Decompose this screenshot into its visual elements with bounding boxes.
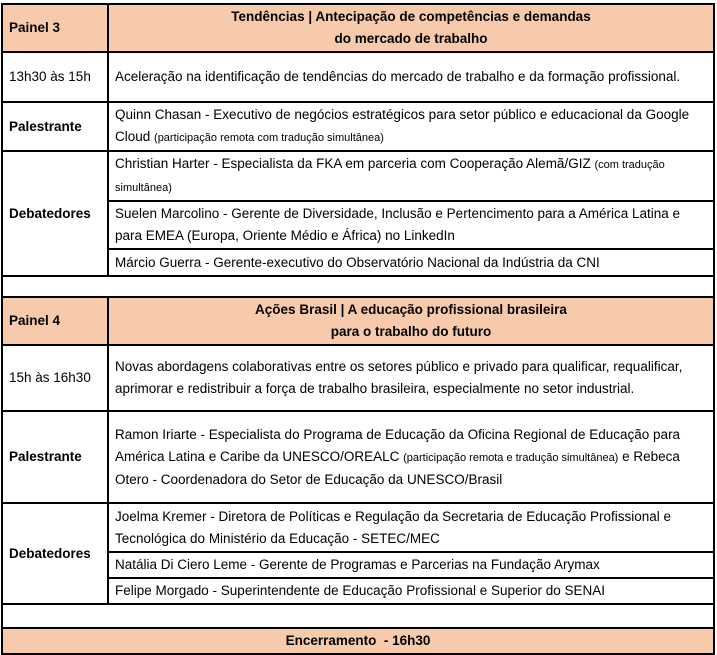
panel4-debater-1: Joelma Kremer - Diretora de Políticas e Regulação da Secretaria de Educação Profissional e Tecnológica do Ministério da Educação - SETEC/MEC [108,503,714,552]
panel3-speaker [108,102,714,151]
panel4-title-line1: Ações Brasil | A educação profissional brasileira [255,302,567,317]
panel4-description: Novas abordagens colaborativas entre os setores público e privado para qualificar, requalificar, aprimorar e redistribuir a força de trabalho brasileira, especialmente no setor industrial. [108,345,714,411]
panel4-time: 15h às 16h30 [2,345,108,411]
panel3-title [108,4,714,52]
panel4-speaker [108,411,714,503]
panel4-debater-3: Felipe Morgado - Superintendente de Educação Profissional e Superior do SENAI [108,578,714,604]
panel3-speaker-row [2,102,714,151]
panel4-debaters-label: Debatedores [2,503,108,604]
panel4-header-row [2,297,714,345]
spacer-row-1 [2,276,714,297]
panel3-debater-row-2 [2,201,714,249]
panel3-label: Painel 3 [2,4,108,52]
panel4-debater-row-1 [2,503,714,552]
panel4-label: Painel 4 [2,297,108,345]
panel3-header-row [2,4,714,52]
panel4-title [108,297,714,345]
spacer-row-2 [2,604,714,628]
schedule-table [1,3,715,655]
panel3-description: Aceleração na identificação de tendências do mercado de trabalho e da formação profissional. [108,52,714,102]
debater-main-text: Christian Harter - Especialista da FKA em parceria com Cooperação Alemã/GIZ [115,156,595,171]
panel4-debater-2: Natália Di Ciero Leme - Gerente de Programas e Parcerias na Fundação Arymax [108,552,714,578]
panel3-debater-row-1 [2,151,714,201]
spacer-cell [2,276,714,297]
speaker-main-text: Quinn Chasan - Executivo de negócios estratégicos para setor público e educacional da Google Cloud [115,107,690,144]
panel4-debater-row-3 [2,578,714,604]
closing-text: Encerramento - 16h30 [2,628,714,654]
speaker-note-text: (participação remota e tradução simultânea) [403,451,619,464]
debater-note-text: (com tradução simultânea) [115,159,665,194]
speaker-main-text: Ramon Iriarte - Especialista do Programa de Educação da Oficina Regional de Educação para América Latina e Caribe da UNESCO/OREALC [115,426,681,464]
panel3-debater-2: Suelen Marcolino - Gerente de Diversidade, Inclusão e Pertencimento para a América Latina e para EMEA (Europa, Oriente Médio e África) no LinkedIn [108,201,714,249]
panel3-title-line1: Tendências | Antecipação de competências e demandas [231,9,591,24]
panel4-speaker-row [2,411,714,503]
panel3-time: 13h30 às 15h [2,52,108,102]
spacer-cell [2,604,714,628]
panel4-speaker-label: Palestrante [2,411,108,503]
speaker-main2-text: e Rebeca Otero - Coordenadora do Setor de Educação da UNESCO/Brasil [115,448,680,487]
panel3-title-line2: do mercado de trabalho [334,31,488,46]
panel3-speaker-label: Palestrante [2,102,108,151]
panel3-time-row [2,52,714,102]
panel4-time-row [2,345,714,411]
panel3-debaters-label: Debatedores [2,151,108,276]
panel3-debater-row-3 [2,249,714,276]
closing-row [2,628,714,654]
panel4-debater-row-2 [2,552,714,578]
panel3-debater-3: Márcio Guerra - Gerente-executivo do Observatório Nacional da Indústria da CNI [108,249,714,276]
speaker-note-text: (participação remota com tradução simultânea) [154,132,384,144]
panel4-title-line2: para o trabalho do futuro [330,324,492,339]
panel3-debater-1 [108,151,714,201]
